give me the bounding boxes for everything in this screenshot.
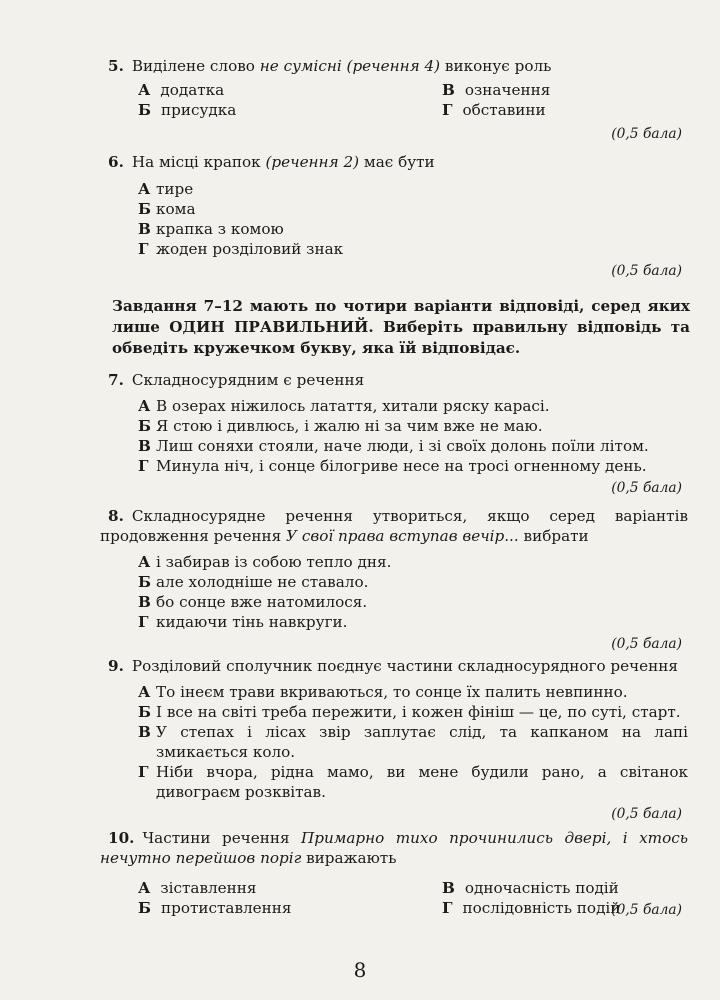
question-7-text: 7. Складносурядним є речення xyxy=(108,371,365,389)
question-9-options xyxy=(108,682,688,802)
option-b[interactable]: Б але холодніше не ставало. xyxy=(138,573,369,591)
option-g[interactable]: Г обставини xyxy=(442,101,546,119)
option-b[interactable]: Б присудка xyxy=(138,101,237,119)
question-7-options xyxy=(108,396,688,476)
question-6-text: 6. На місці крапок (речення 2) має бути xyxy=(108,153,435,171)
option-v[interactable]: В означення xyxy=(442,81,551,99)
task-instructions: Завдання 7–12 мають по чотири варіанти відповіді, серед яких лише ОДИН ПРАВИЛЬНИЙ. Виберіть правильну відповідь та обведіть кружечком букву, яка їй відповідає. xyxy=(112,297,690,357)
question-10-options xyxy=(108,878,688,918)
option-g[interactable]: Г послідовність подій xyxy=(442,899,621,917)
question-6-options xyxy=(108,179,688,259)
question-5 xyxy=(108,56,688,144)
option-g[interactable]: Г Минула ніч, і сонце білогриве несе на тросі огненному день. xyxy=(138,457,647,475)
question-5-text: 5. Виділене слово не сумісні (речення 4) виконує роль xyxy=(108,57,552,75)
question-10 xyxy=(100,828,688,920)
option-g[interactable]: Г Ніби вчора, рідна мамо, ви мене будили рано, а світанок дивограєм розквітав. xyxy=(138,763,688,801)
option-v[interactable]: В крапка з комою xyxy=(138,220,284,238)
option-b[interactable]: Б Я стою і дивлюсь, і жалю ні за чим вже не маю. xyxy=(138,417,543,435)
option-b[interactable]: Б І все на світі треба пережити, і кожен фініш — це, по суті, старт. xyxy=(138,703,681,721)
question-7 xyxy=(108,370,688,498)
page-number: 8 xyxy=(353,958,367,982)
option-v[interactable]: В одночасність подій xyxy=(442,879,619,897)
option-a[interactable]: А тире xyxy=(138,180,194,198)
option-g[interactable]: Г жоден розділовий знак xyxy=(138,240,344,258)
score-label: (0,5 бала) xyxy=(611,806,682,822)
score-label: (0,5 бала) xyxy=(611,480,682,496)
option-a[interactable]: А зіставлення xyxy=(138,879,257,897)
question-9-text: 9. Розділовий сполучник поєднує частини складносурядного речення xyxy=(108,657,678,675)
question-6 xyxy=(108,152,688,281)
question-8-options xyxy=(108,552,688,632)
question-8 xyxy=(100,506,688,654)
option-a[interactable]: А додатка xyxy=(138,81,225,99)
question-10-text: 10. Частини речення Примарно тихо прочинились двері, і хтось нечутно перейшов поріг виражають xyxy=(100,829,688,867)
option-a[interactable]: А То інеєм трави вкриваються, то сонце їх палить невпинно. xyxy=(138,683,628,701)
option-v[interactable]: В У степах і лісах звір заплутає слід, та капканом на лапі змикається коло. xyxy=(138,723,688,761)
option-v[interactable]: В Лиш соняхи стояли, наче люди, і зі своїх долонь поїли літом. xyxy=(138,437,649,455)
option-b[interactable]: Б кома xyxy=(138,200,196,218)
option-a[interactable]: А і забирав із собою тепло дня. xyxy=(138,553,392,571)
question-8-text: 8. Складносурядне речення утвориться, якщо серед варіантів продовження речення У свої права вступав вечір... вибрати xyxy=(100,507,688,545)
option-v[interactable]: В бо сонце вже натомилося. xyxy=(138,593,368,611)
score-label: (0,5 бала) xyxy=(611,636,682,652)
question-5-options xyxy=(108,80,688,120)
score-label: (0,5 бала) xyxy=(611,263,682,279)
question-9 xyxy=(108,656,688,824)
score-label: (0,5 бала) xyxy=(611,902,682,918)
option-b[interactable]: Б протиставлення xyxy=(138,899,292,917)
option-a[interactable]: А В озерах ніжилось латаття, хитали ряску карасі. xyxy=(138,397,550,415)
score-label: (0,5 бала) xyxy=(611,126,682,142)
option-g[interactable]: Г кидаючи тінь навкруги. xyxy=(138,613,348,631)
